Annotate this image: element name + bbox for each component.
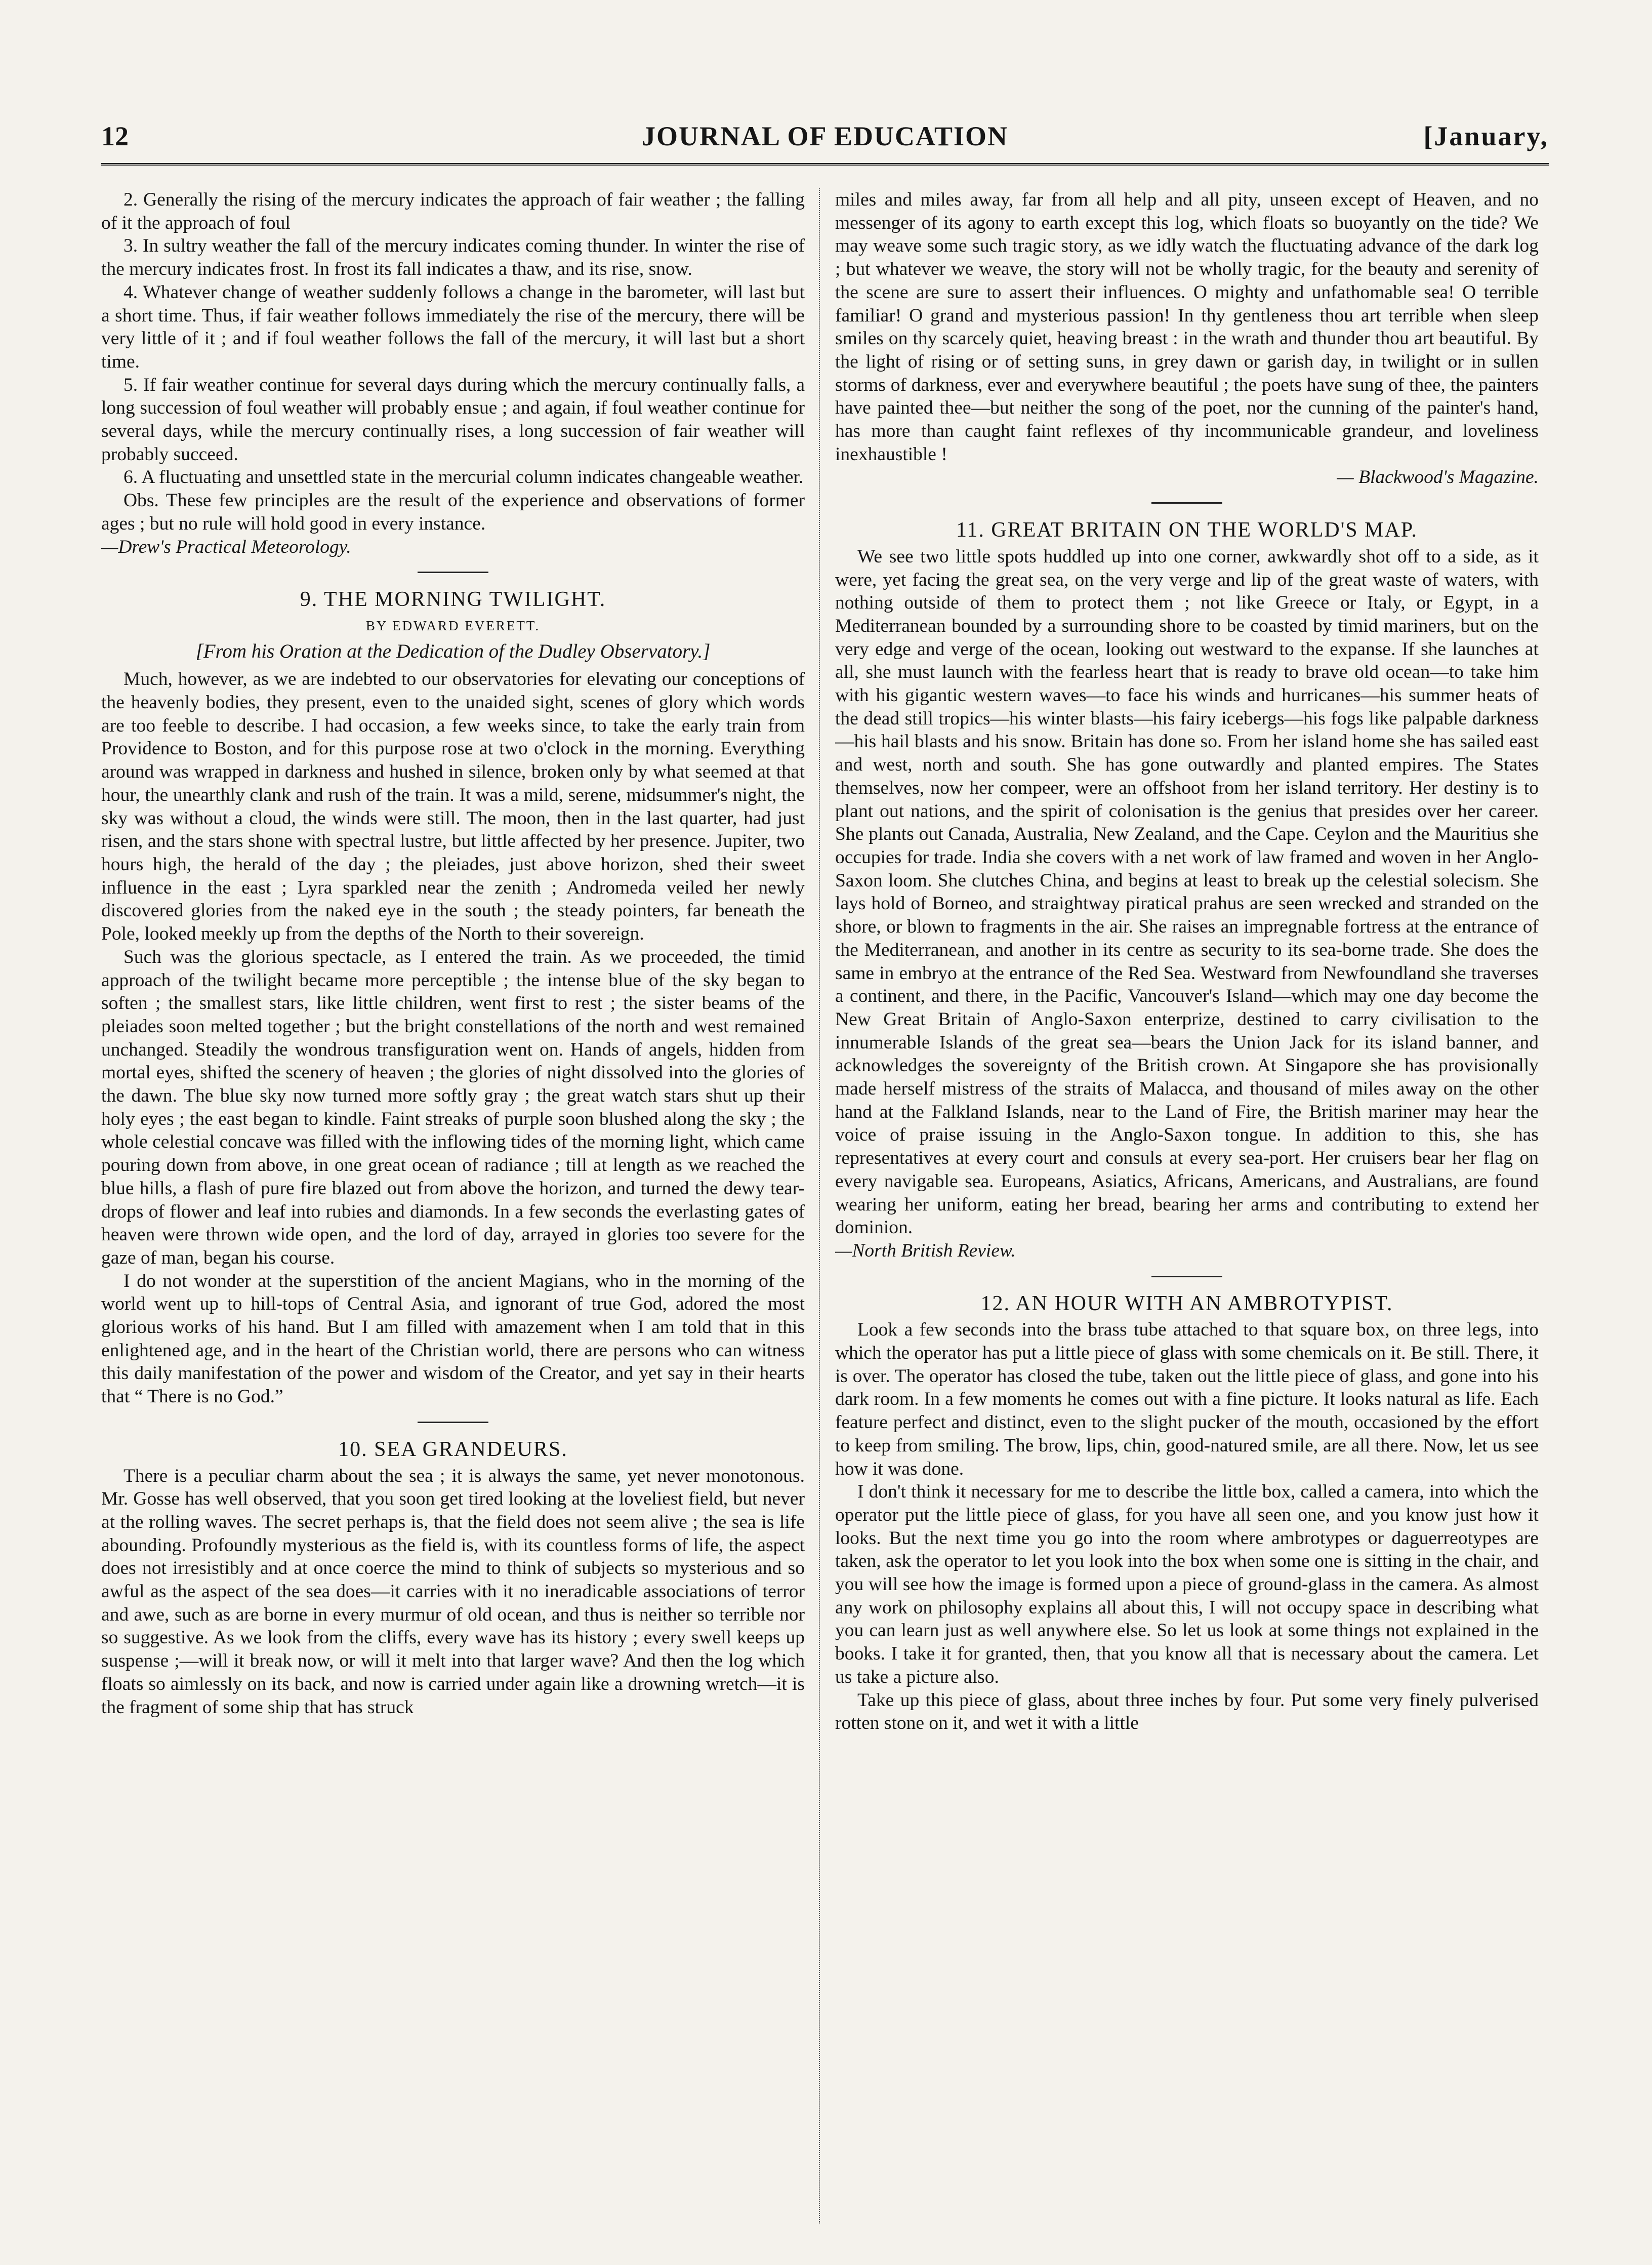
section-heading: 11. GREAT BRITAIN ON THE WORLD'S MAP. xyxy=(956,518,1418,542)
section-divider xyxy=(418,1422,488,1423)
header-rule xyxy=(101,163,1549,166)
right-column xyxy=(835,188,1539,2223)
paragraph: Such was the glorious spectacle, as I entered the train. As we proceeded, the timid approach of the twilight became more perceptible ; the intense blue of the sky began to soften ; the smallest stars, like little children, went first to rest ; the sister beams of the pleiades soon melted together ; but the bright constellations of the north and west remained unchanged. Steadily the wondrous transfiguration went on. Hands of angels, hidden from mortal eyes, shifted the scenery of heaven ; the glories of night dissolved into the glories of the dawn. The blue sky now turned more softly gray ; the great watch stars shut up their holy eyes ; the east began to kindle. Faint streaks of purple soon blushed along the sky ; the whole celestial concave was filled with the inflowing tides of the morning light, which came pouring down from above, in one great ocean of radiance ; till at length as we reached the blue hills, a flash of pure fire blazed out from above the horizon, and turned the dewy tear-drops of flower and leaf into rubies and diamonds. In a few seconds the everlasting gates of heaven were thrown wide open, and the lord of day, arrayed in glories too severe for the gaze of man, began his course. xyxy=(101,946,805,1268)
section-heading: 10. SEA GRANDEURS. xyxy=(338,1437,568,1461)
column-divider xyxy=(819,188,820,2223)
journal-title: JOURNAL OF EDUCATION xyxy=(641,121,1009,151)
page-header xyxy=(101,120,1549,156)
paragraph: Much, however, as we are indebted to our observatories for elevating our conceptions of the heavenly bodies, they present, even to the unaided sight, scenes of glory which words are too feeble to describe. I had occasion, a few weeks since, to take the early train from Providence to Boston, and for this purpose rose at two o'clock in the morning. Everything around was wrapped in darkness and hushed in silence, broken only by what seemed at that hour, the unearthly clank and rush of the train. It was a mild, serene, midsummer's night, the sky was without a cloud, the winds were still. The moon, then in the last quarter, had just risen, and the stars shone with spectral lustre, but little affected by her presence. Jupiter, two hours high, the herald of the day ; the pleiades, just above horizon, shed their sweet influence in the east ; Lyra sparkled near the zenith ; Andromeda veiled her newly discovered glories from the naked eye in the south ; the steady pointers, far beneath the Pole, looked meekly up from the depths of the North to their sovereign. xyxy=(101,669,805,945)
section-divider xyxy=(418,572,488,573)
citation: — Blackwood's Magazine. xyxy=(1337,467,1539,488)
section-divider xyxy=(1151,502,1222,504)
paragraph: 6. A fluctuating and unsettled state in the mercurial column indicates changeable weather. xyxy=(123,467,804,488)
byline: BY EDWARD EVERETT. xyxy=(365,618,541,633)
issue-month: [January, xyxy=(1423,121,1549,151)
paragraph: 5. If fair weather continue for several days during which the mercury continually falls, a long succession of foul weather will probably ensue ; and again, if foul weather continue for several days, while the mercury continually rises, a long succession of fair weather will probably succeed. xyxy=(101,374,805,465)
paragraph: I do not wonder at the superstition of the ancient Magians, who in the morning of the world went up to hill-tops of Central Asia, and ignorant of true God, adored the most glorious works of his hand. But I am filled with amazement when I am told that in this enlightened age, and in the heart of the Christian world, there are persons who can witness this daily manifestation of the power and wisdom of the Creator, and yet say in their hearts that “ There is no God.” xyxy=(101,1270,805,1407)
section-heading: 12. AN HOUR WITH AN AMBROTYPIST. xyxy=(980,1291,1393,1315)
paragraph: Look a few seconds into the brass tube attached to that square box, on three legs, into which the operator has put a little piece of glass with some chemicals on it. Be still. There, it is over. The operator has closed the tube, taken out the little piece of glass, and gone into his dark room. In a few moments he comes out with a fine picture. It looks natural as life. Each feature perfect and distinct, even to the slight pucker of the mouth, occasioned by the effort to keep from smiling. The brow, lips, chin, good-natured smile, are all there. Now, let us see how it was done. xyxy=(835,1319,1539,1479)
paragraph: 3. In sultry weather the fall of the mercury indicates coming thunder. In winter the rise of the mercury indicates frost. In frost its fall indicates a thaw, and its rise, snow. xyxy=(101,235,805,280)
paragraph: miles and miles away, far from all help and all pity, unseen except of Heaven, and no messenger of its agony to earth except this log, which floats so buoyantly on the tide? We may weave some such tragic story, as we idly watch the fluctuating advance of the dark log ; but whatever we weave, the story will not be wholly tragic, for the beauty and serenity of the scene are sure to assert their influences. O mighty and unfathomable sea! O terrible familiar! O grand and mysterious passion! In thy gentleness thou art terrible when sleep smiles on thy scarcely quiet, heaving breast : in the wrath and thunder thou art beautiful. By the light of rising or of setting suns, in grey dawn or garish day, in twilight or in sullen storms of darkness, ever and everywhere beautiful ; the poets have sung of thee, the painters have painted thee—but neither the song of the poet, nor the cunning of the painter's hand, has more than caught faint reflexes of thy incommunicable grandeur, and loveliness inexhaustible ! xyxy=(835,189,1539,465)
paragraph: There is a peculiar charm about the sea ; it is always the same, yet never monotonous. Mr. Gosse has well observed, that you soon get tired looking at the loveliest field, but never at the rolling waves. The secret perhaps is, that the field does not seem alive ; the sea is life abounding. Profoundly mysterious as the field is, with its countless forms of life, the aspect does not irresistibly and at once coerce the mind to think of subjects so mysterious and so awful as the aspect of the sea does—it carries with it no ineradicable associations of terror and awe, such as are borne in every murmur of old ocean, and thus is neither so terrible nor so suggestive. As we look from the cliffs, every wave has its history ; every swell keeps up suspense ;—will it break now, or will it melt into that larger wave? And then the log which floats so aimlessly on its back, and now is carried under again like a drowning wretch—it is the fragment of some ship that has struck xyxy=(101,1465,805,1718)
paragraph: Obs. These few principles are the result of the experience and observations of former ages ; but no rule will hold good in every instance. xyxy=(101,490,805,534)
section-divider xyxy=(1151,1276,1222,1277)
section-heading: 9. THE MORNING TWILIGHT. xyxy=(300,588,606,612)
source-note: [From his Oration at the Dedication of the Dudley Observatory.] xyxy=(195,640,711,662)
left-column xyxy=(101,188,805,2223)
paragraph: Take up this piece of glass, about three inches by four. Put some very finely pulverised rotten stone on it, and wet it with a little xyxy=(835,1689,1539,1734)
paragraph: 4. Whatever change of weather suddenly follows a change in the barometer, will last but a short time. Thus, if fair weather follows immediately the rise of the mercury, there will be very little of it ; and if foul weather follows the fall of the mercury, it will last but a short time. xyxy=(101,281,805,372)
citation: —North British Review. xyxy=(835,1240,1016,1261)
paragraph: I don't think it necessary for me to describe the little box, called a camera, into which the operator put the little piece of glass, for you have all seen one, and you know just how it looks. But the next time you go into the room where ambrotypes or daguerreotypes are taken, ask the operator to let you look into the box when some one is sitting in the chair, and you will see how the image is formed upon a piece of ground-glass in the camera. As almost any work on philosophy explains all about this, I will not occupy space in describing what you can learn just as well anywhere else. So let us look at some things not explained in the books. I take it for granted, then, that you know all that is necessary about the camera. Let us take a picture also. xyxy=(835,1481,1539,1687)
paragraph: We see two little spots huddled up into one corner, awkwardly shot off to a side, as it were, yet facing the great sea, on the very verge and lip of the great waste of waters, with nothing outside of them to protect them ; not like Greece or Italy, or Egypt, in a Mediterranean bounded by a surrounding shore to be coasted by timid mariners, but on the very edge and verge of the ocean, looking out westward to the expanse. If she launches at all, she must launch with the fearless heart that is ready to brave old ocean—to take him with his gigantic western waves—to face his winds and hurricanes—his summer heats of the dead still tropics—his winter blasts—his fairy icebergs—his fogs like palpable darkness—his hail blasts and his snow. Britain has done so. From her island home she has sailed east and west, north and south. She has gone outwardly and planted empires. The States themselves, now her compeer, were an offshoot from her island territory. Her destiny is to plant out nations, and the spirit of colonisation is the genius that presides over her career. She plants out Canada, Australia, New Zealand, and the Cape. Ceylon and the Mauritius she occupies for trade. India she covers with a net work of law framed and woven in her Anglo-Saxon loom. She clutches China, and begins at least to break up the celestial solecism. She lays hold of Borneo, and straightway piratical prahus are seen wrecked and stranded on the shore, or blown to fragments in the air. She raises an impregnable fortress at the entrance of the Mediterranean, and another in its centre as security to its sea-borne trade. She does the same in embryo at the entrance of the Red Sea. Westward from Newfoundland she traverses a continent, and there, in the Pacific, Vancouver's Island—which may one day become the New Great Britain of Anglo-Saxon enterprize, destined to carry civilisation to the innumerable Islands of the great sea—bears the Union Jack for its island banner, and acknowledges the sovereignty of the British crown. At Singapore she has provisionally made herself mistress of the straits of Malacca, and thousand of miles away on the other hand at the Falkland Islands, near to the Land of Fire, the British mariner may hear the voice of praise issuing in the Anglo-Saxon tongue. In addition to this, she has representatives at every court and consuls at every sea-port. Her cruisers bear her flag on every navigable sea. Europeans, Asiatics, Africans, Americans, and Australians, are found wearing her uniform, eating her bread, bearing her arms and contributing to extend her dominion. xyxy=(835,546,1539,1238)
citation: —Drew's Practical Meteorology. xyxy=(101,536,351,557)
paragraph: 2. Generally the rising of the mercury indicates the approach of fair weather ; the falling of it the approach of foul xyxy=(101,189,805,233)
page-number: 12 xyxy=(101,121,129,151)
